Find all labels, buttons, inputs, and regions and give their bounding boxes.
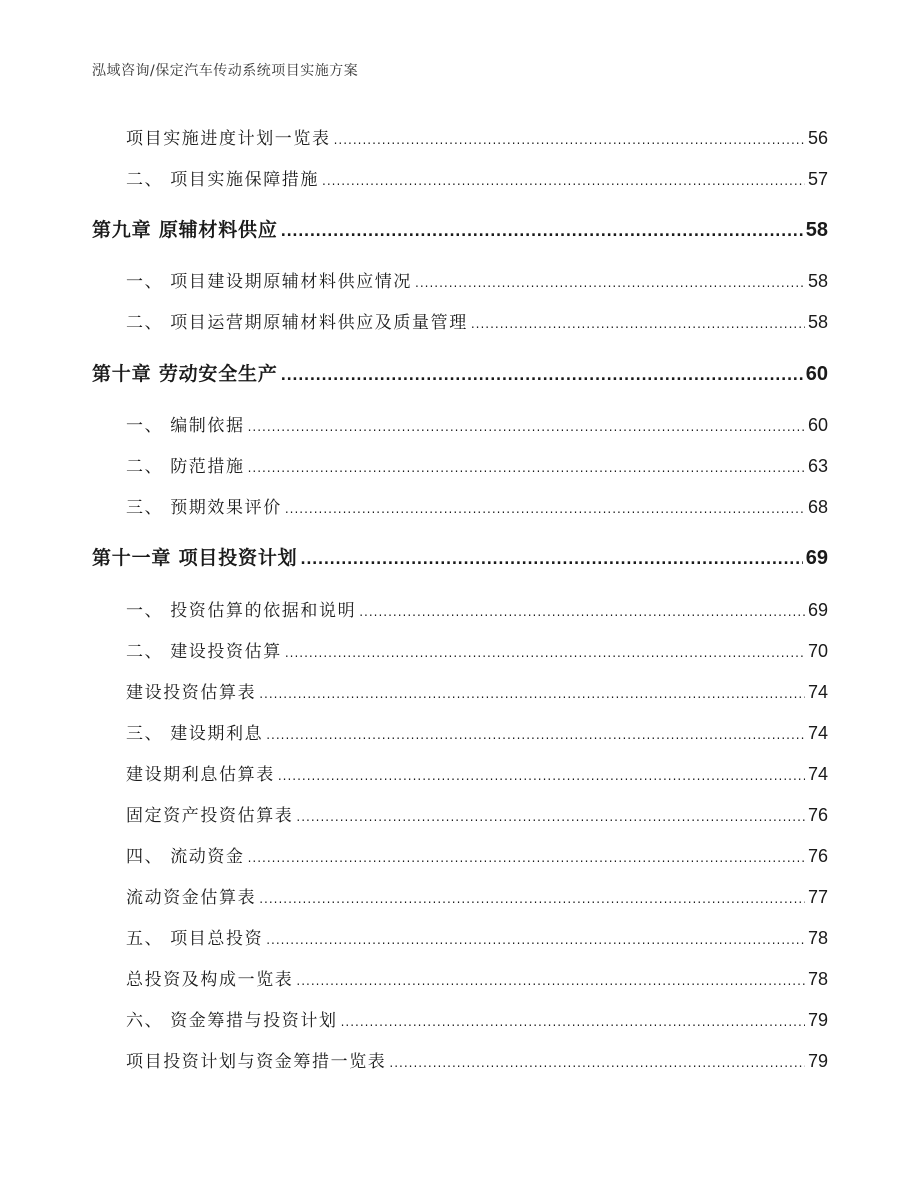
toc-page-number: 63 xyxy=(807,456,828,476)
toc-entry-label: 固定资产投资估算表 xyxy=(126,806,294,826)
toc-entry-label: 一、 项目建设期原辅材料供应情况 xyxy=(126,272,413,292)
toc-entry[interactable] xyxy=(126,637,828,662)
toc-entry[interactable] xyxy=(126,493,828,518)
toc-chapter[interactable] xyxy=(92,359,828,386)
toc-entry[interactable] xyxy=(126,760,828,785)
toc-chapter-label: 第十章 劳动安全生产 xyxy=(92,363,278,385)
toc-entry[interactable] xyxy=(126,267,828,292)
toc-entry[interactable] xyxy=(126,411,828,436)
toc-entry-label: 二、 项目实施保障措施 xyxy=(126,170,320,190)
toc-entry[interactable] xyxy=(126,308,828,333)
toc-entry-label: 项目投资计划与资金筹措一览表 xyxy=(126,1052,387,1072)
toc-chapter-label: 第九章 原辅材料供应 xyxy=(92,219,278,241)
toc-leader-dots xyxy=(259,888,805,908)
toc-leader-dots xyxy=(341,1011,805,1031)
toc-leader-dots xyxy=(248,416,805,436)
toc-entry-label: 二、 防范措施 xyxy=(126,457,245,477)
toc-entry[interactable] xyxy=(126,965,828,990)
toc-entry[interactable] xyxy=(126,124,828,149)
toc-entry-label: 一、 编制依据 xyxy=(126,416,245,436)
toc-page-number: 57 xyxy=(807,169,828,189)
toc-entry-label: 流动资金估算表 xyxy=(126,888,257,908)
toc-entry-label: 一、 投资估算的依据和说明 xyxy=(126,601,357,621)
toc-entry-label: 三、 预期效果评价 xyxy=(126,498,282,518)
toc-leader-dots xyxy=(415,272,805,292)
toc-page-number: 74 xyxy=(807,682,828,702)
running-header: 泓域咨询/保定汽车传动系统项目实施方案 xyxy=(92,63,359,79)
toc-page-number: 74 xyxy=(807,723,828,743)
toc-leader-dots xyxy=(389,1052,805,1072)
toc-entry[interactable] xyxy=(126,883,828,908)
toc-entry[interactable] xyxy=(126,596,828,621)
toc-leader-dots xyxy=(334,129,805,149)
toc-entry[interactable] xyxy=(126,719,828,744)
toc-page-number: 58 xyxy=(807,312,828,332)
toc-entry-label: 建设投资估算表 xyxy=(126,683,257,703)
toc-leader-dots xyxy=(266,929,805,949)
toc-page-number: 76 xyxy=(807,846,828,866)
toc-chapter[interactable] xyxy=(92,543,828,570)
toc-page-number: 56 xyxy=(807,128,828,148)
toc-entry-label: 二、 项目运营期原辅材料供应及质量管理 xyxy=(126,313,468,333)
toc-entry-label: 三、 建设期利息 xyxy=(126,724,264,744)
toc-page-number: 60 xyxy=(807,415,828,435)
toc-entry[interactable] xyxy=(126,801,828,826)
toc-chapter[interactable] xyxy=(92,215,828,242)
toc-leader-dots xyxy=(248,847,805,867)
toc-entry[interactable] xyxy=(126,842,828,867)
toc-page-number: 70 xyxy=(807,641,828,661)
toc-page-number: 79 xyxy=(807,1010,828,1030)
toc-page-number: 77 xyxy=(807,887,828,907)
toc-leader-dots xyxy=(300,547,802,569)
toc-entry[interactable] xyxy=(126,1047,828,1072)
toc-entry-label: 四、 流动资金 xyxy=(126,847,245,867)
toc-leader-dots xyxy=(285,642,805,662)
toc-entry[interactable] xyxy=(126,452,828,477)
toc-leader-dots xyxy=(285,498,805,518)
toc-entry[interactable] xyxy=(126,924,828,949)
toc-leader-dots xyxy=(278,765,805,785)
toc-page-number: 60 xyxy=(805,363,828,385)
toc-page-number: 69 xyxy=(807,600,828,620)
toc-leader-dots xyxy=(281,219,803,241)
toc-leader-dots xyxy=(248,457,805,477)
toc-page-number: 74 xyxy=(807,764,828,784)
toc-chapter-label: 第十一章 项目投资计划 xyxy=(92,547,298,569)
toc-leader-dots xyxy=(259,683,805,703)
toc-page-number: 58 xyxy=(805,219,828,241)
toc-leader-dots xyxy=(281,363,803,385)
toc-page-number: 78 xyxy=(807,928,828,948)
toc-entry-label: 六、 资金筹措与投资计划 xyxy=(126,1011,338,1031)
toc-page-number: 68 xyxy=(807,497,828,517)
toc-leader-dots xyxy=(296,970,805,990)
toc-entry[interactable] xyxy=(126,165,828,190)
toc-entry[interactable] xyxy=(126,678,828,703)
toc-leader-dots xyxy=(296,806,805,826)
toc-leader-dots xyxy=(471,313,805,333)
toc-page-number: 76 xyxy=(807,805,828,825)
toc-entry-label: 二、 建设投资估算 xyxy=(126,642,282,662)
toc-page-number: 58 xyxy=(807,271,828,291)
toc-leader-dots xyxy=(359,601,805,621)
toc-entry-label: 五、 项目总投资 xyxy=(126,929,264,949)
toc-leader-dots xyxy=(322,170,805,190)
toc-page-number: 78 xyxy=(807,969,828,989)
toc-entry-label: 总投资及构成一览表 xyxy=(126,970,294,990)
toc-entry-label: 建设期利息估算表 xyxy=(126,765,275,785)
toc-page-number: 79 xyxy=(807,1051,828,1071)
toc-entry-label: 项目实施进度计划一览表 xyxy=(126,129,331,149)
toc-page-number: 69 xyxy=(805,547,828,569)
toc-leader-dots xyxy=(266,724,805,744)
toc-entry[interactable] xyxy=(126,1006,828,1031)
